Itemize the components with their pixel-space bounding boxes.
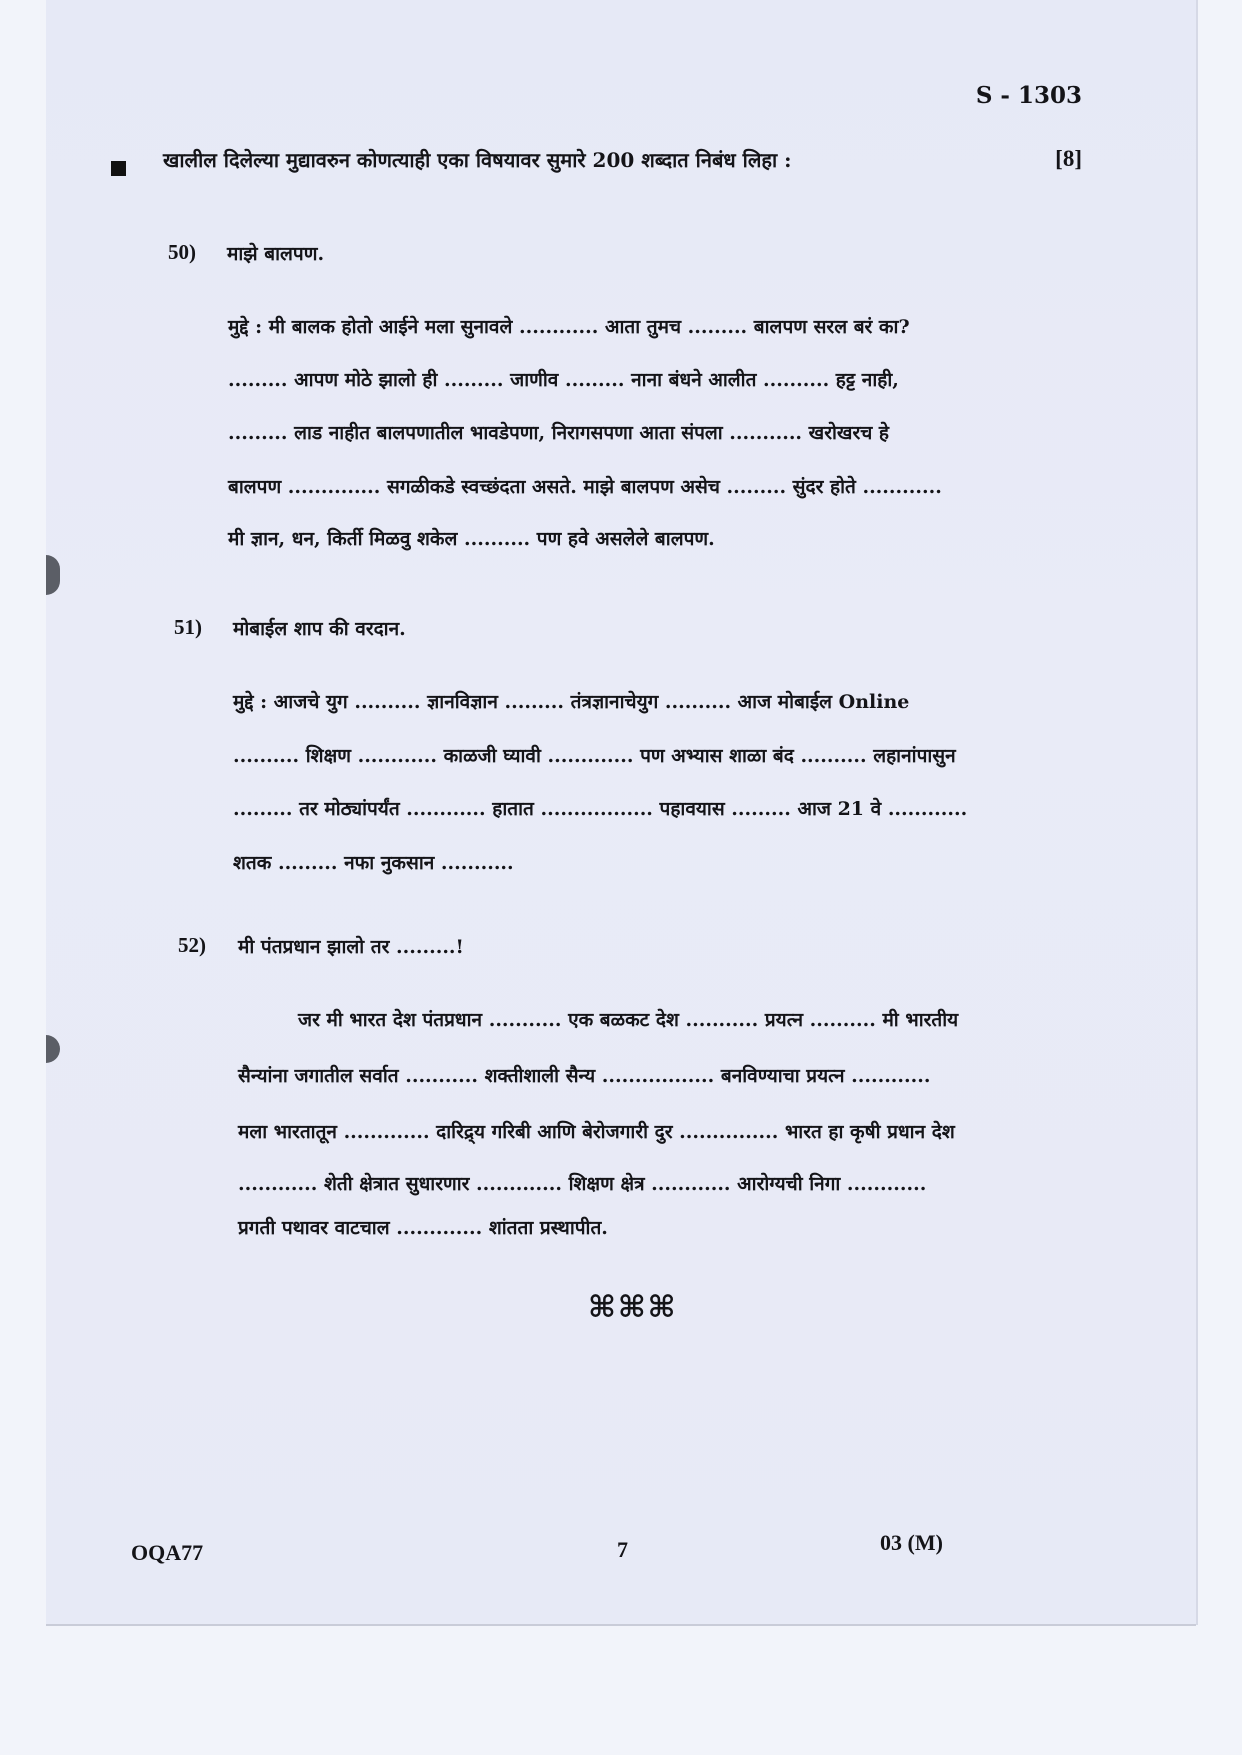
point-line: ......... लाड नाहीत बालपणातील भावडेपणा, निरागसपणा आता संपला ........... खरोखरच हे [228,422,889,444]
point-line: मला भारतातून ............. दारिद्र्य गरिबी आणि बेरोजगारी दुर ............... भारत हा कृषी प्रधान देश [238,1121,955,1143]
footer-page-number: 7 [617,1537,628,1562]
end-mark-symbols: ⌘⌘⌘ [588,1290,678,1325]
question-number: 50) [168,240,196,264]
point-line: मुद्दे : आजचे युग .......... ज्ञानविज्ञान ......... तंत्रज्ञानाचेयुग .......... आज मोबाईल Online [233,691,910,713]
question-title: मोबाईल शाप की वरदान. [233,618,406,640]
point-line: ............ शेती क्षेत्रात सुधारणार ............. शिक्षण क्षेत्र ............ आरोग्यची निगा ............ [238,1173,927,1195]
footer-left-code: OQA77 [131,1540,204,1565]
question-number: 51) [174,615,202,639]
question-title: मी पंतप्रधान झालो तर .........! [238,936,464,958]
point-line: ......... तर मोठ्यांपर्यंत ............ हातात ................. पहावयास ......... आज 21 वे ............ [233,798,968,820]
footer-right-code: 03 (M) [880,1530,943,1555]
point-line: बालपण .............. सगळीकडे स्वच्छंदता असते. माझे बालपण असेच ......... सुंदर होते ............ [228,476,942,498]
point-line: मी ज्ञान, धन, किर्ती मिळवु शकेल .......... पण हवे असलेले बालपण. [228,528,715,550]
paper-code: S - 1303 [975,82,1082,109]
point-line: .......... शिक्षण ............ काळजी घ्यावी ............. पण अभ्यास शाळा बंद .......... लहानांपासुन [233,745,956,767]
bullet-square-icon [111,161,126,176]
point-line: जर मी भारत देश पंतप्रधान ........... एक बळकट देश ........... प्रयत्न .......... मी भारतीय [298,1009,959,1031]
instruction-text: खालील दिलेल्या मुद्यावरुन कोणत्याही एका विषयावर सुमारे 200 शब्दात निबंध लिहा : [163,148,792,172]
point-line: प्रगती पथावर वाटचाल ............. शांतता प्रस्थापीत. [238,1217,608,1239]
question-title: माझे बालपण. [227,243,325,265]
sheet-edge [46,1624,1196,1626]
point-line: मुद्दे : मी बालक होतो आईने मला सुनावले ............ आता तुमच ......... बालपण सरल बरं का? [228,316,910,338]
question-number: 52) [178,933,206,957]
point-line: शतक ......... नफा नुकसान ........... [233,852,514,874]
marks-label: [8] [1055,146,1082,171]
point-line: सैन्यांना जगातील सर्वात ........... शक्तीशाली सैन्य ................. बनविण्याचा प्रयत्न ............ [238,1065,931,1087]
point-line: ......... आपण मोठे झालो ही ......... जाणीव ......... नाना बंधने आलीत .......... हट्ट नाही, [228,369,899,391]
